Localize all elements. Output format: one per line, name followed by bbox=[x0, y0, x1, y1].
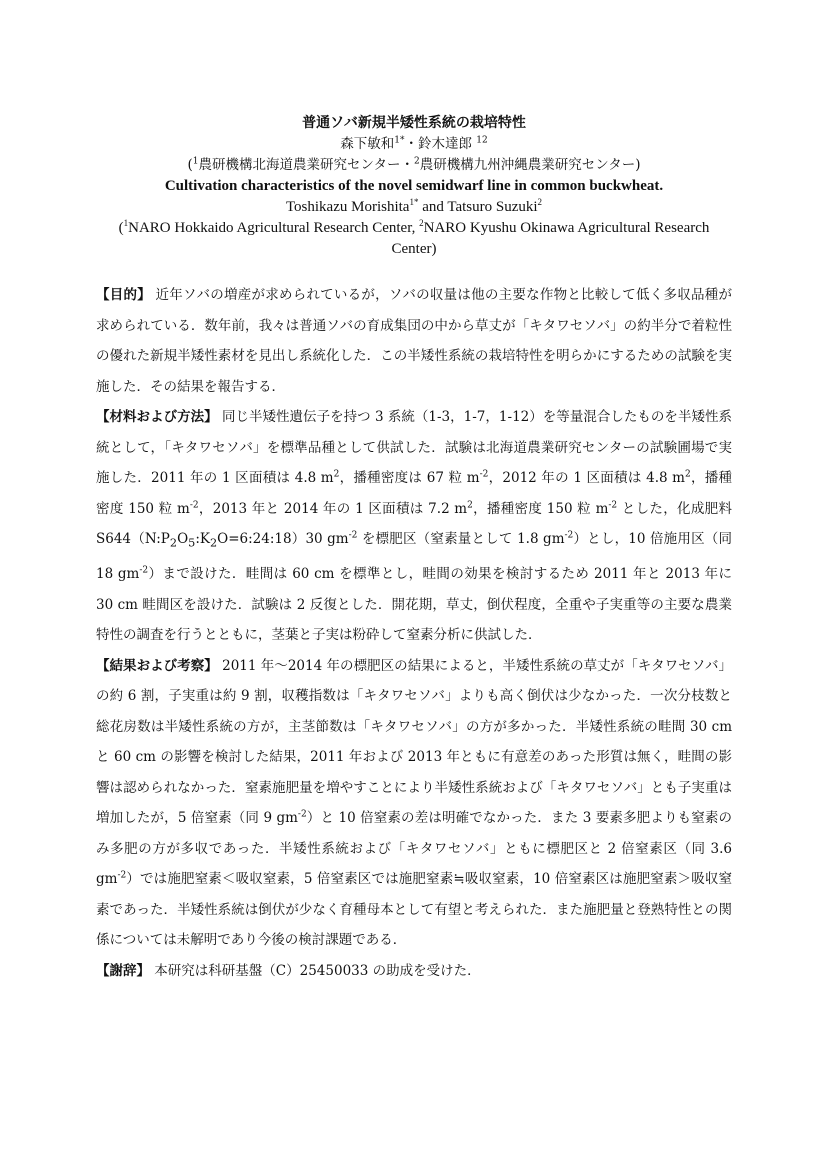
results-t2: ）と 10 倍窒素の差は明確でなかった．また 3 要素多肥よりも窒素のみ多肥の方が多収であった．半矮性系統および「キタワセソバ」ともに標肥区と 2 倍窒素区（同 3.6 gm bbox=[96, 810, 733, 888]
text-purpose: 近年ソバの増産が求められているが，ソバの収量は他の主要な作物と比較して低く多収品種が求められている．数年前，我々は普通ソバの育成集団の中から草丈が「キタワセソバ」の約半分で着粒性の優れた新規半矮性素材を見出し系統化した．この半矮性系統の栽培特性を明らかにするための試験を実施した．その結果を報告する． bbox=[96, 287, 733, 395]
results-s2: -2 bbox=[117, 870, 127, 881]
title-jp: 普通ソバ新規半矮性系統の栽培特性 bbox=[302, 115, 526, 131]
methods-sub3: 2 bbox=[209, 536, 218, 550]
affiliation-jp bbox=[96, 155, 732, 176]
section-methods bbox=[96, 402, 732, 651]
heading-results: 【結果および考察】 bbox=[96, 657, 218, 674]
section-acknowledgment bbox=[96, 956, 732, 987]
author2-en-sup: 2 bbox=[537, 197, 543, 207]
author-and-en: and bbox=[418, 199, 448, 215]
methods-t12: ）とし，10 倍施用区（同 18 gm bbox=[96, 531, 732, 583]
author1-jp: 森下敏和 bbox=[340, 136, 395, 152]
author2-en: Tatsuro Suzuki bbox=[447, 199, 538, 215]
affil-jp-open: ( bbox=[187, 157, 193, 173]
methods-t8: O bbox=[177, 531, 189, 547]
heading-purpose: 【目的】 bbox=[96, 287, 151, 303]
methods-t2: ，播種密度は 67 粒 m bbox=[339, 470, 480, 486]
methods-s7: -2 bbox=[348, 530, 358, 541]
methods-t10: O=6:24:18）30 gm bbox=[217, 531, 349, 547]
affil-jp-aff2: 農研機構九州沖縄農業研究センター) bbox=[419, 157, 641, 173]
heading-methods: 【材料および方法】 bbox=[96, 409, 218, 425]
methods-t1: 同じ半矮性遺伝子を持つ 3 系統（1-3，1-7，1-12）を等量混合したものを半矮性系統として，「キタワセソバ」を標準品種として供試した．試験は北海道農業研究センターの試験圃場で実施した．2011 年の 1 区面積は 4.8 m bbox=[96, 409, 733, 486]
affil-jp-sup2: 2 bbox=[414, 156, 420, 167]
affil-en-aff2: NARO Kyushu Okinawa Agricultural Research Center) bbox=[391, 220, 710, 257]
methods-t9: :K bbox=[195, 531, 210, 547]
author1-en: Toshikazu Morishita bbox=[285, 199, 410, 215]
results-t1: 2011 年～2014 年の標肥区の結果によると，半矮性系統の草丈が「キタワセソバ」の約 6 割，子実重は約 9 割，収穫指数は「キタワセソバ」よりも高く倒伏は少なかった．一次分枝数と総花房数は半矮性系統の方が，主茎節数は「キタワセソバ」の方が多かった．半矮性系統の畦間 30 cm と 60 cm の影響を検討した結果，2011 年および 2013 年ともに有意差のあった形質は無く，畦間の影響は認められなかった．窒素施肥量を増やすことにより半矮性系統および「キタワセソバ」とも子実重は増加したが，5 倍窒素（同 9 gm bbox=[96, 657, 732, 827]
methods-sub1: 2 bbox=[169, 536, 178, 550]
methods-s5: 2 bbox=[467, 500, 473, 510]
methods-sub2: 5 bbox=[188, 536, 196, 550]
author2-jp-sup: 12 bbox=[476, 135, 488, 146]
paper-body bbox=[96, 280, 732, 986]
authors-jp bbox=[96, 134, 732, 155]
paper-header bbox=[96, 113, 732, 260]
author-sep-jp: ・ bbox=[404, 136, 418, 152]
methods-s9: -2 bbox=[139, 565, 149, 576]
methods-s3: 2 bbox=[684, 469, 691, 480]
methods-s2: -2 bbox=[479, 469, 489, 480]
methods-t7: とした，化成肥料 S644（N:P bbox=[96, 500, 732, 547]
affil-jp-sup1: 1 bbox=[192, 156, 199, 167]
affil-en-sup1: 1 bbox=[123, 218, 129, 228]
affil-en-sup2: 2 bbox=[419, 218, 424, 228]
affil-en-open: ( bbox=[118, 220, 124, 236]
heading-acknowledgment: 【謝辞】 bbox=[96, 962, 150, 979]
results-t3: ）では施肥窒素＜吸収窒素，5 倍窒素区では施肥窒素≒吸収窒素，10 倍窒素区は施肥窒素＞吸収窒素であった．半矮性系統は倒伏が少なく育種母本として有望と考えられた．また施肥量と登熟特性との関係については未解明であり今後の検討課題である． bbox=[96, 871, 732, 949]
methods-s8: -2 bbox=[564, 530, 574, 541]
methods-t13: ）まで設けた．畦間は 60 cm を標準とし，畦間の効果を検討するため 2011 年と 2013 年に 30 cm 畦間区を設けた．試験は 2 反復とした．開花期，草丈，倒伏程度，全重や子実重等の主要な農業特性の調査を行うとともに，茎葉と子実は粉砕して窒素分析に供試した． bbox=[96, 566, 733, 644]
affiliation-en bbox=[96, 218, 732, 260]
section-purpose bbox=[96, 280, 732, 402]
methods-s4: -2 bbox=[189, 500, 199, 510]
affil-jp-aff1: 農研機構北海道農業研究センター・ bbox=[198, 157, 414, 173]
paper-page bbox=[96, 113, 732, 986]
text-acknowledgment: 本研究は科研基盤（C）25450033 の助成を受けた． bbox=[150, 962, 481, 979]
methods-t5: ，2013 年と 2014 年の 1 区面積は 7.2 m bbox=[198, 500, 468, 517]
methods-s1: 2 bbox=[333, 469, 340, 480]
title-en: Cultivation characteristics of the novel semidwarf line in common buckwheat. bbox=[164, 178, 664, 194]
affil-en-aff1: NARO Hokkaido Agricultural Research Center, bbox=[128, 220, 420, 236]
methods-s6: -2 bbox=[608, 500, 618, 510]
results-s1: -2 bbox=[297, 809, 307, 820]
author2-jp: 鈴木達郎 bbox=[417, 136, 472, 152]
author1-jp-sup: 1* bbox=[394, 135, 405, 146]
methods-t4: ，播種密度 150 粒 m bbox=[96, 470, 732, 517]
section-results bbox=[96, 651, 732, 956]
methods-t3: ，2012 年の 1 区面積は 4.8 m bbox=[488, 470, 685, 486]
author1-en-sup: 1* bbox=[409, 197, 419, 207]
methods-t11: を標肥区（窒素量として 1.8 gm bbox=[357, 531, 565, 547]
methods-t6: ，播種密度 150 粒 m bbox=[472, 500, 609, 517]
authors-en bbox=[96, 197, 732, 218]
